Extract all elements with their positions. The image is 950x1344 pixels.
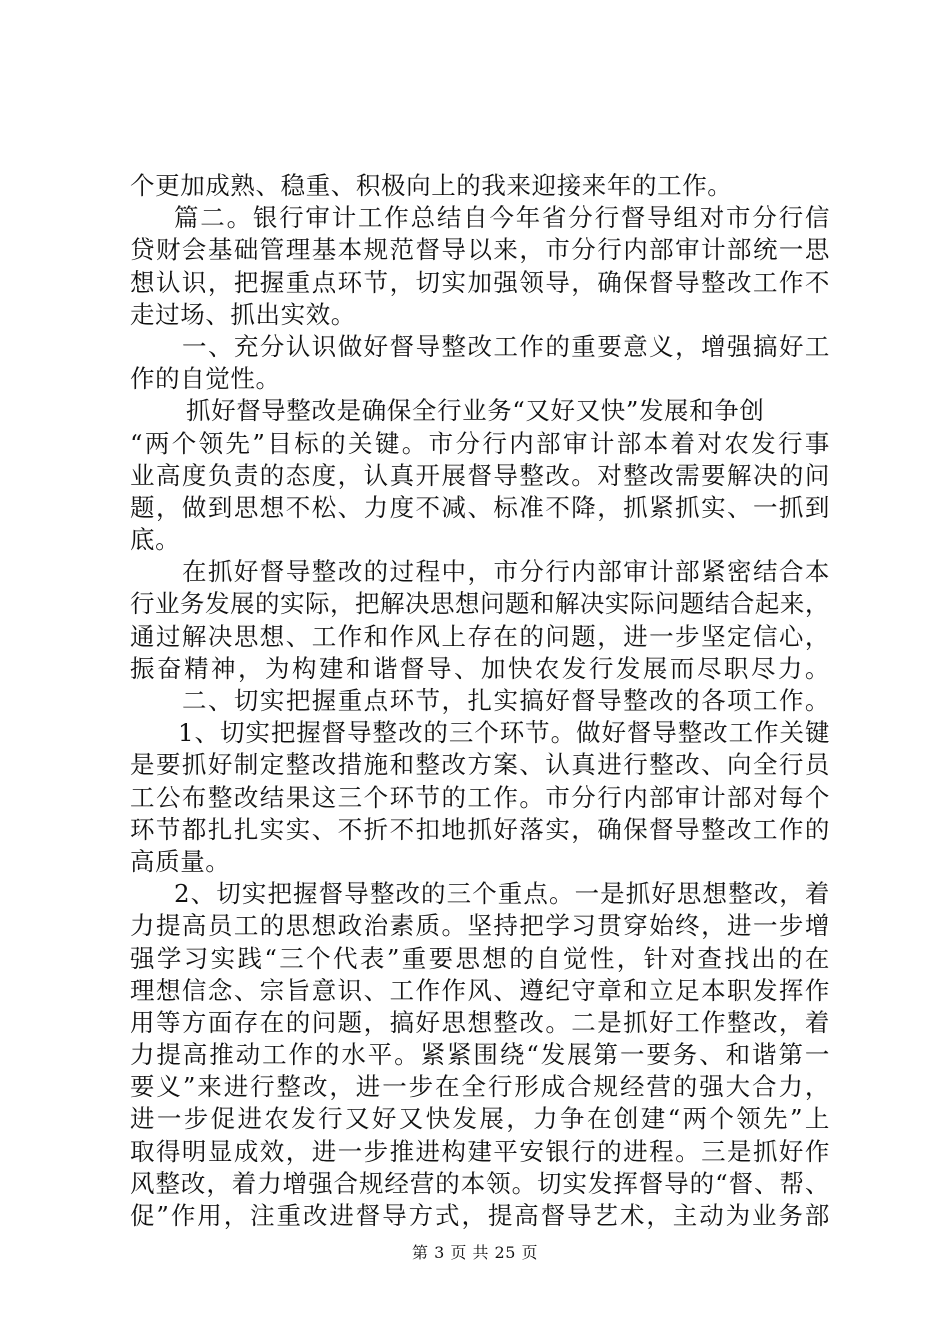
text-line: 个更加成熟、稳重、积极向上的我来迎接来年的工作。 xyxy=(130,171,733,200)
text-line: 篇二。银行审计工作总结自今年省分行督导组对市分行信 xyxy=(174,203,832,233)
text-line: 行业务发展的实际，把解决思想问题和解决实际问题结合起来， xyxy=(130,589,830,619)
text-line: 是要抓好制定整改措施和整改方案、认真进行整改、向全行员 xyxy=(130,750,831,780)
document-body xyxy=(130,170,830,1232)
text-line: 理想信念、宗旨意识、工作作风、遵纪守章和立足本职发挥作 xyxy=(130,975,831,1005)
text-line: 贷财会基础管理基本规范督导以来，市分行内部审计部统一思 xyxy=(130,235,831,265)
text-line: 底。 xyxy=(130,525,181,555)
text-line: 想认识，把握重点环节，切实加强领导，确保督导整改工作不 xyxy=(130,267,831,297)
text-line: 二、切实把握重点环节，扎实搞好督导整改的各项工作。 xyxy=(182,686,831,715)
text-line: 振奋精神，为构建和谐督导、加快农发行发展而尽职尽力。 xyxy=(130,653,832,683)
page-footer: 第 3 页 共 25 页 xyxy=(412,1243,538,1262)
text-line: 2、切实把握督导整改的三个重点。一是抓好思想整改，着 xyxy=(174,879,831,909)
text-line: 用等方面存在的问题，搞好思想整改。二是抓好工作整改，着 xyxy=(130,1007,831,1037)
text-line: 环节都扎扎实实、不折不扣地抓好落实，确保督导整改工作的 xyxy=(130,814,831,844)
text-line: 力提高员工的思想政治素质。坚持把学习贯穿始终，进一步增 xyxy=(130,911,831,941)
text-line: 在抓好督导整改的过程中，市分行内部审计部紧密结合本 xyxy=(182,557,831,587)
text-line: 1、切实把握督导整改的三个环节。做好督导整改工作关键 xyxy=(178,718,831,748)
text-line: 要义”来进行整改，进一步在全行形成合规经营的强大合力， xyxy=(130,1072,832,1102)
text-line: 高质量。 xyxy=(130,846,231,876)
text-line: 业高度负责的态度，认真开展督导整改。对整改需要解决的问 xyxy=(130,460,831,490)
text-line: 取得明显成效，进一步推进构建平安银行的进程。三是抓好作 xyxy=(130,1136,831,1166)
text-line: 力提高推动工作的水平。紧紧围绕“发展第一要务、和谐第一 xyxy=(130,1040,832,1070)
text-line: 工公布整改结果这三个环节的工作。市分行内部审计部对每个 xyxy=(130,782,831,812)
text-line: “两个领先”目标的关键。市分行内部审计部本着对农发行事 xyxy=(130,428,832,458)
text-line: 抓好督导整改是确保全行业务“又好又快”发展和争创 xyxy=(186,396,765,426)
text-line: 强学习实践“三个代表”重要思想的自觉性，针对查找出的在 xyxy=(130,943,832,973)
text-line: 促”作用，注重改进督导方式，提高督导艺术，主动为业务部 xyxy=(130,1201,832,1230)
text-line: 一、充分认识做好督导整改工作的重要意义，增强搞好工 xyxy=(182,331,831,361)
text-line: 走过场、抓出实效。 xyxy=(130,299,356,329)
text-line: 作的自觉性。 xyxy=(130,364,281,394)
text-line: 风整改，着力增强合规经营的本领。切实发挥督导的“督、帮、 xyxy=(130,1168,831,1198)
text-line: 进一步促进农发行又好又快发展，力争在创建“两个领先”上 xyxy=(130,1104,832,1134)
text-line: 通过解决思想、工作和作风上存在的问题，进一步坚定信心， xyxy=(130,621,831,651)
text-line: 题，做到思想不松、力度不减、标准不降，抓紧抓实、一抓到 xyxy=(130,492,831,522)
